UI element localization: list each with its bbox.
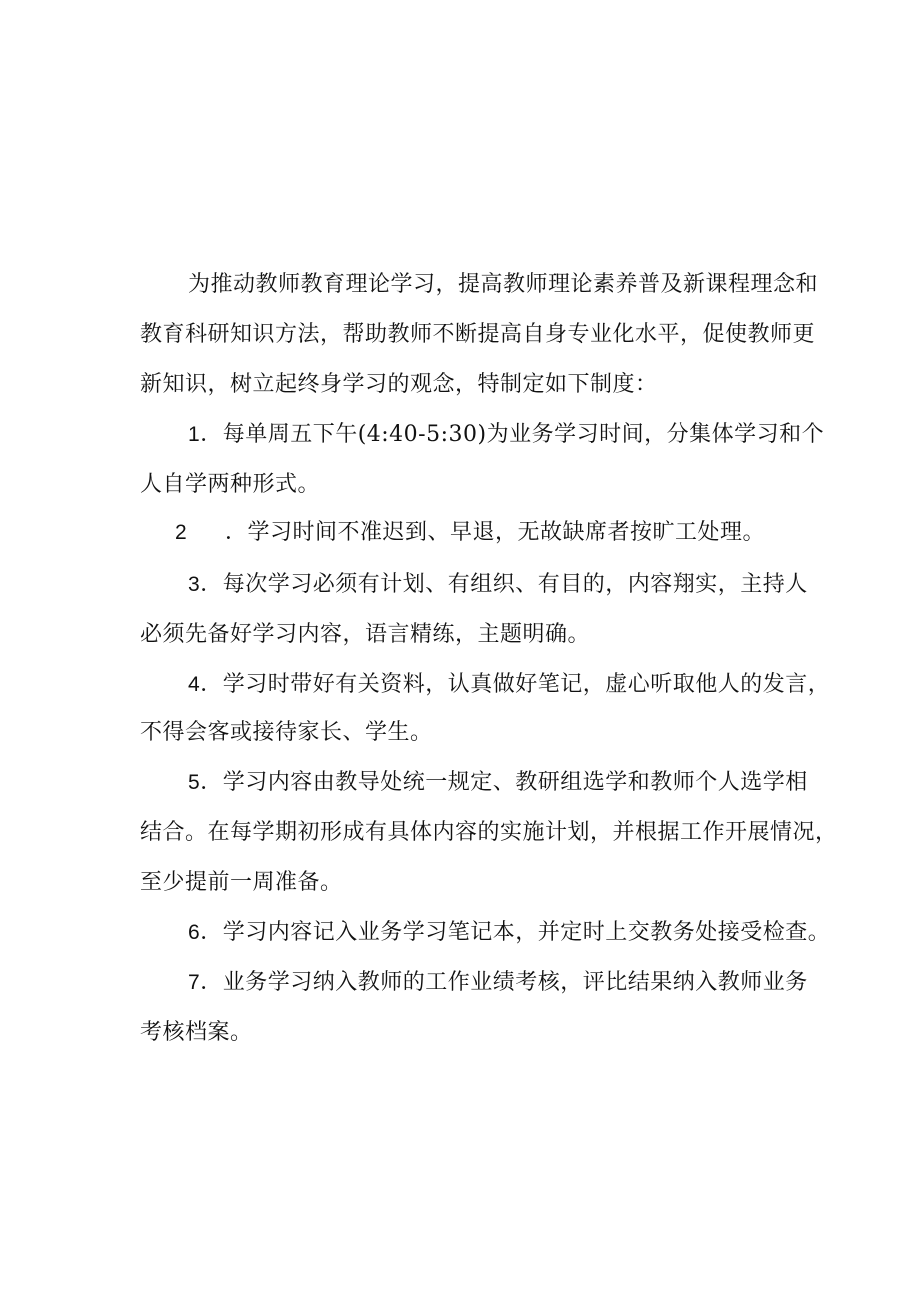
list-item-5-cont-1: 结合。在每学期初形成有具体内容的实施计划，并根据工作开展情况， <box>140 820 838 845</box>
list-item-7-cont: 考核档案。 <box>140 1020 253 1045</box>
item-text: ．学习内容由教导处统一规定、教研组选学和教师个人选学相 <box>200 770 808 795</box>
intro-line-2: 教育科研知识方法，帮助教师不断提高自身专业化水平，促使教师更 <box>140 322 816 347</box>
list-item-4-cont: 不得会客或接待家长、学生。 <box>140 720 433 745</box>
list-item-3-cont: 必须先备好学习内容，语言精练，主题明确。 <box>140 622 591 647</box>
item-number: 2 <box>175 521 188 544</box>
item-number: 5 <box>188 771 201 794</box>
list-item-6 <box>188 922 830 944</box>
item-number: 1 <box>188 423 201 446</box>
item-number: 7 <box>188 971 201 994</box>
item-number: 4 <box>188 673 201 696</box>
item-number: 6 <box>188 921 201 944</box>
item-number: 3 <box>188 573 201 596</box>
list-item-7 <box>188 972 808 994</box>
list-item-3 <box>188 574 808 596</box>
intro-line-3: 新知识，树立起终身学习的观念，特制定如下制度： <box>140 372 658 397</box>
item-text: ．学习时带好有关资料，认真做好笔记，虚心听取他人的发言， <box>200 672 831 697</box>
list-item-5 <box>188 772 808 794</box>
list-item-1-cont: 人自学两种形式。 <box>140 472 321 497</box>
intro-line-1: 为推动教师教育理论学习，提高教师理论素养普及新课程理念和 <box>188 272 819 297</box>
list-item-1 <box>188 424 824 446</box>
item-text: ．业务学习纳入教师的工作业绩考核，评比结果纳入教师业务 <box>200 970 808 995</box>
item-text: ．学习内容记入业务学习笔记本，并定时上交教务处接受检查。 <box>200 920 831 945</box>
item-text: ．学习时间不准迟到、早退，无故缺席者按旷工处理。 <box>225 520 766 545</box>
item-text: ．每次学习必须有计划、有组织、有目的，内容翔实，主持人 <box>200 572 808 597</box>
list-item-4 <box>188 674 830 696</box>
list-item-2 <box>175 522 765 544</box>
item-text: ．每单周五下午(4:40-5:30)为业务学习时间，分集体学习和个 <box>200 422 825 447</box>
list-item-5-cont-2: 至少提前一周准备。 <box>140 870 343 895</box>
